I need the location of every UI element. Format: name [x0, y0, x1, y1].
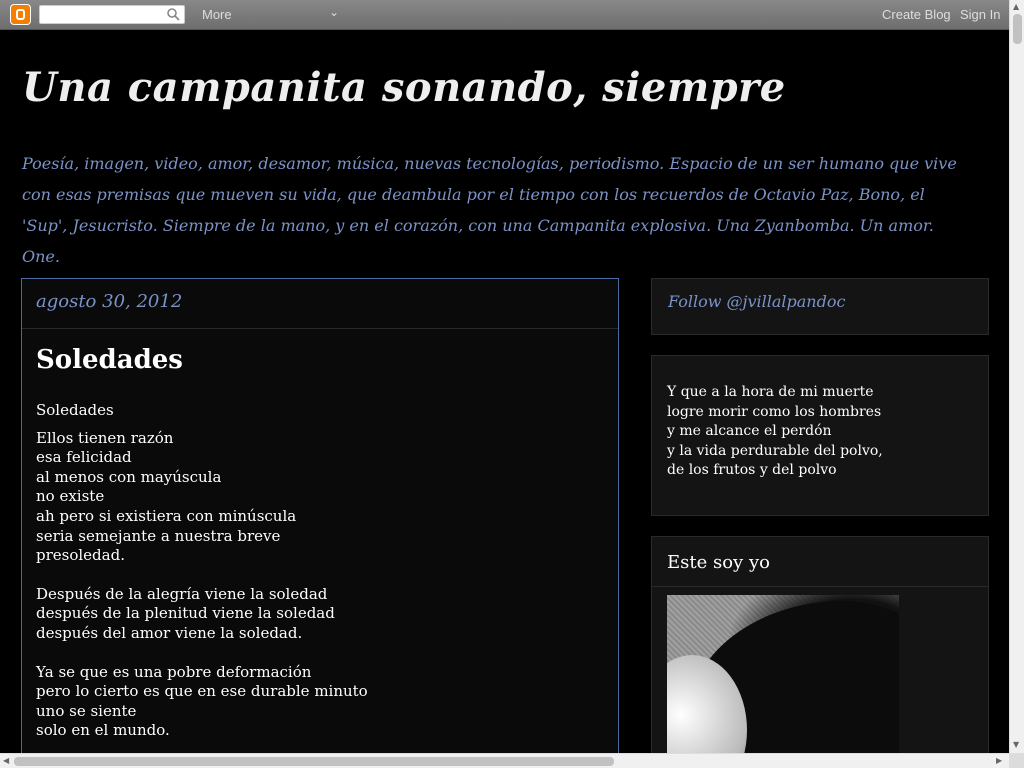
search-icon[interactable] [167, 8, 180, 21]
post-title[interactable]: Soledades [36, 345, 183, 375]
about-widget [651, 536, 989, 768]
quote-line: y me alcance el perdón [667, 423, 832, 440]
quote-widget [651, 355, 989, 516]
divider [652, 586, 988, 587]
poem-line: solo en el mundo. [36, 721, 170, 740]
poem-line: Después de la alegría viene la soledad [36, 584, 328, 603]
post-date: agosto 30, 2012 [36, 291, 183, 312]
poem-line: pero lo cierto es que en ese durable minuto [36, 682, 368, 701]
poem-line: ah pero si existiera con minúscula [36, 506, 297, 525]
poem-line: Ya se que es una pobre deformación [36, 662, 312, 681]
post-body [36, 401, 596, 760]
poem-stanza [36, 663, 596, 741]
blog-title[interactable]: Una campanita sonando, siempre [22, 64, 786, 111]
scroll-left-arrow-icon[interactable]: ◀ [3, 756, 10, 765]
quote-text [667, 383, 977, 481]
poem-line: uno se siente [36, 701, 137, 720]
follow-widget [651, 278, 989, 335]
quote-line: Y que a la hora de mi muerte [667, 384, 874, 400]
twitter-follow-link[interactable]: Follow @jvillalpandoc [668, 292, 846, 311]
poem-line: no existe [36, 487, 105, 506]
poem-stanza [36, 585, 596, 644]
post-subtitle: Soledades [36, 401, 114, 419]
scroll-down-arrow-icon[interactable]: ▼ [1013, 740, 1020, 749]
quote-line: de los frutos y del polvo [667, 462, 837, 479]
profile-photo[interactable] [667, 595, 899, 768]
poem-line: Ellos tienen razón [36, 428, 174, 447]
scrollbar-thumb[interactable] [14, 757, 614, 766]
more-dropdown[interactable]: More [202, 7, 232, 22]
divider [22, 328, 618, 329]
poem-line: esa felicidad [36, 448, 132, 467]
search-input[interactable] [39, 5, 185, 24]
quote-line: logre morir como los hombres [667, 403, 882, 420]
vertical-scrollbar[interactable] [1009, 0, 1024, 753]
poem-line: seria semejante a nuestra breve [36, 526, 281, 545]
quote-line: y la vida perdurable del polvo, [667, 442, 883, 459]
scroll-up-arrow-icon[interactable]: ▲ [1013, 2, 1020, 11]
create-blog-link[interactable]: Create Blog [882, 7, 951, 22]
blog-post [21, 278, 619, 768]
blog-description: Poesía, imagen, video, amor, desamor, música, nuevas tecnologías, periodismo. Espacio de un ser humano que vive con esas premisas que mueven su vida, que deambula por el tiempo con los recuerdos de Octavio Paz, Bono, el 'Sup', Jesucristo. Siempre de la mano, y en el corazón, con una Campanita explosiva. Una Zyanbomba. Un amor. One. [22, 154, 957, 266]
horizontal-scrollbar[interactable] [0, 753, 1009, 768]
poem-stanza [36, 429, 596, 566]
poem-line: después de la plenitud viene la soledad [36, 604, 335, 623]
scroll-right-arrow-icon[interactable]: ▶ [996, 756, 1003, 765]
scrollbar-thumb[interactable] [1013, 14, 1022, 44]
blogger-logo-icon[interactable] [10, 4, 31, 25]
chevron-down-icon[interactable]: ⌄ [329, 5, 340, 19]
poem-line: al menos con mayúscula [36, 467, 222, 486]
blogger-navbar [0, 0, 1009, 30]
sign-in-link[interactable]: Sign In [960, 7, 1001, 22]
about-title: Este soy yo [667, 552, 770, 573]
poem-line: presoledad. [36, 546, 125, 565]
poem-line: después del amor viene la soledad. [36, 623, 303, 642]
scrollbar-corner [1009, 753, 1024, 768]
